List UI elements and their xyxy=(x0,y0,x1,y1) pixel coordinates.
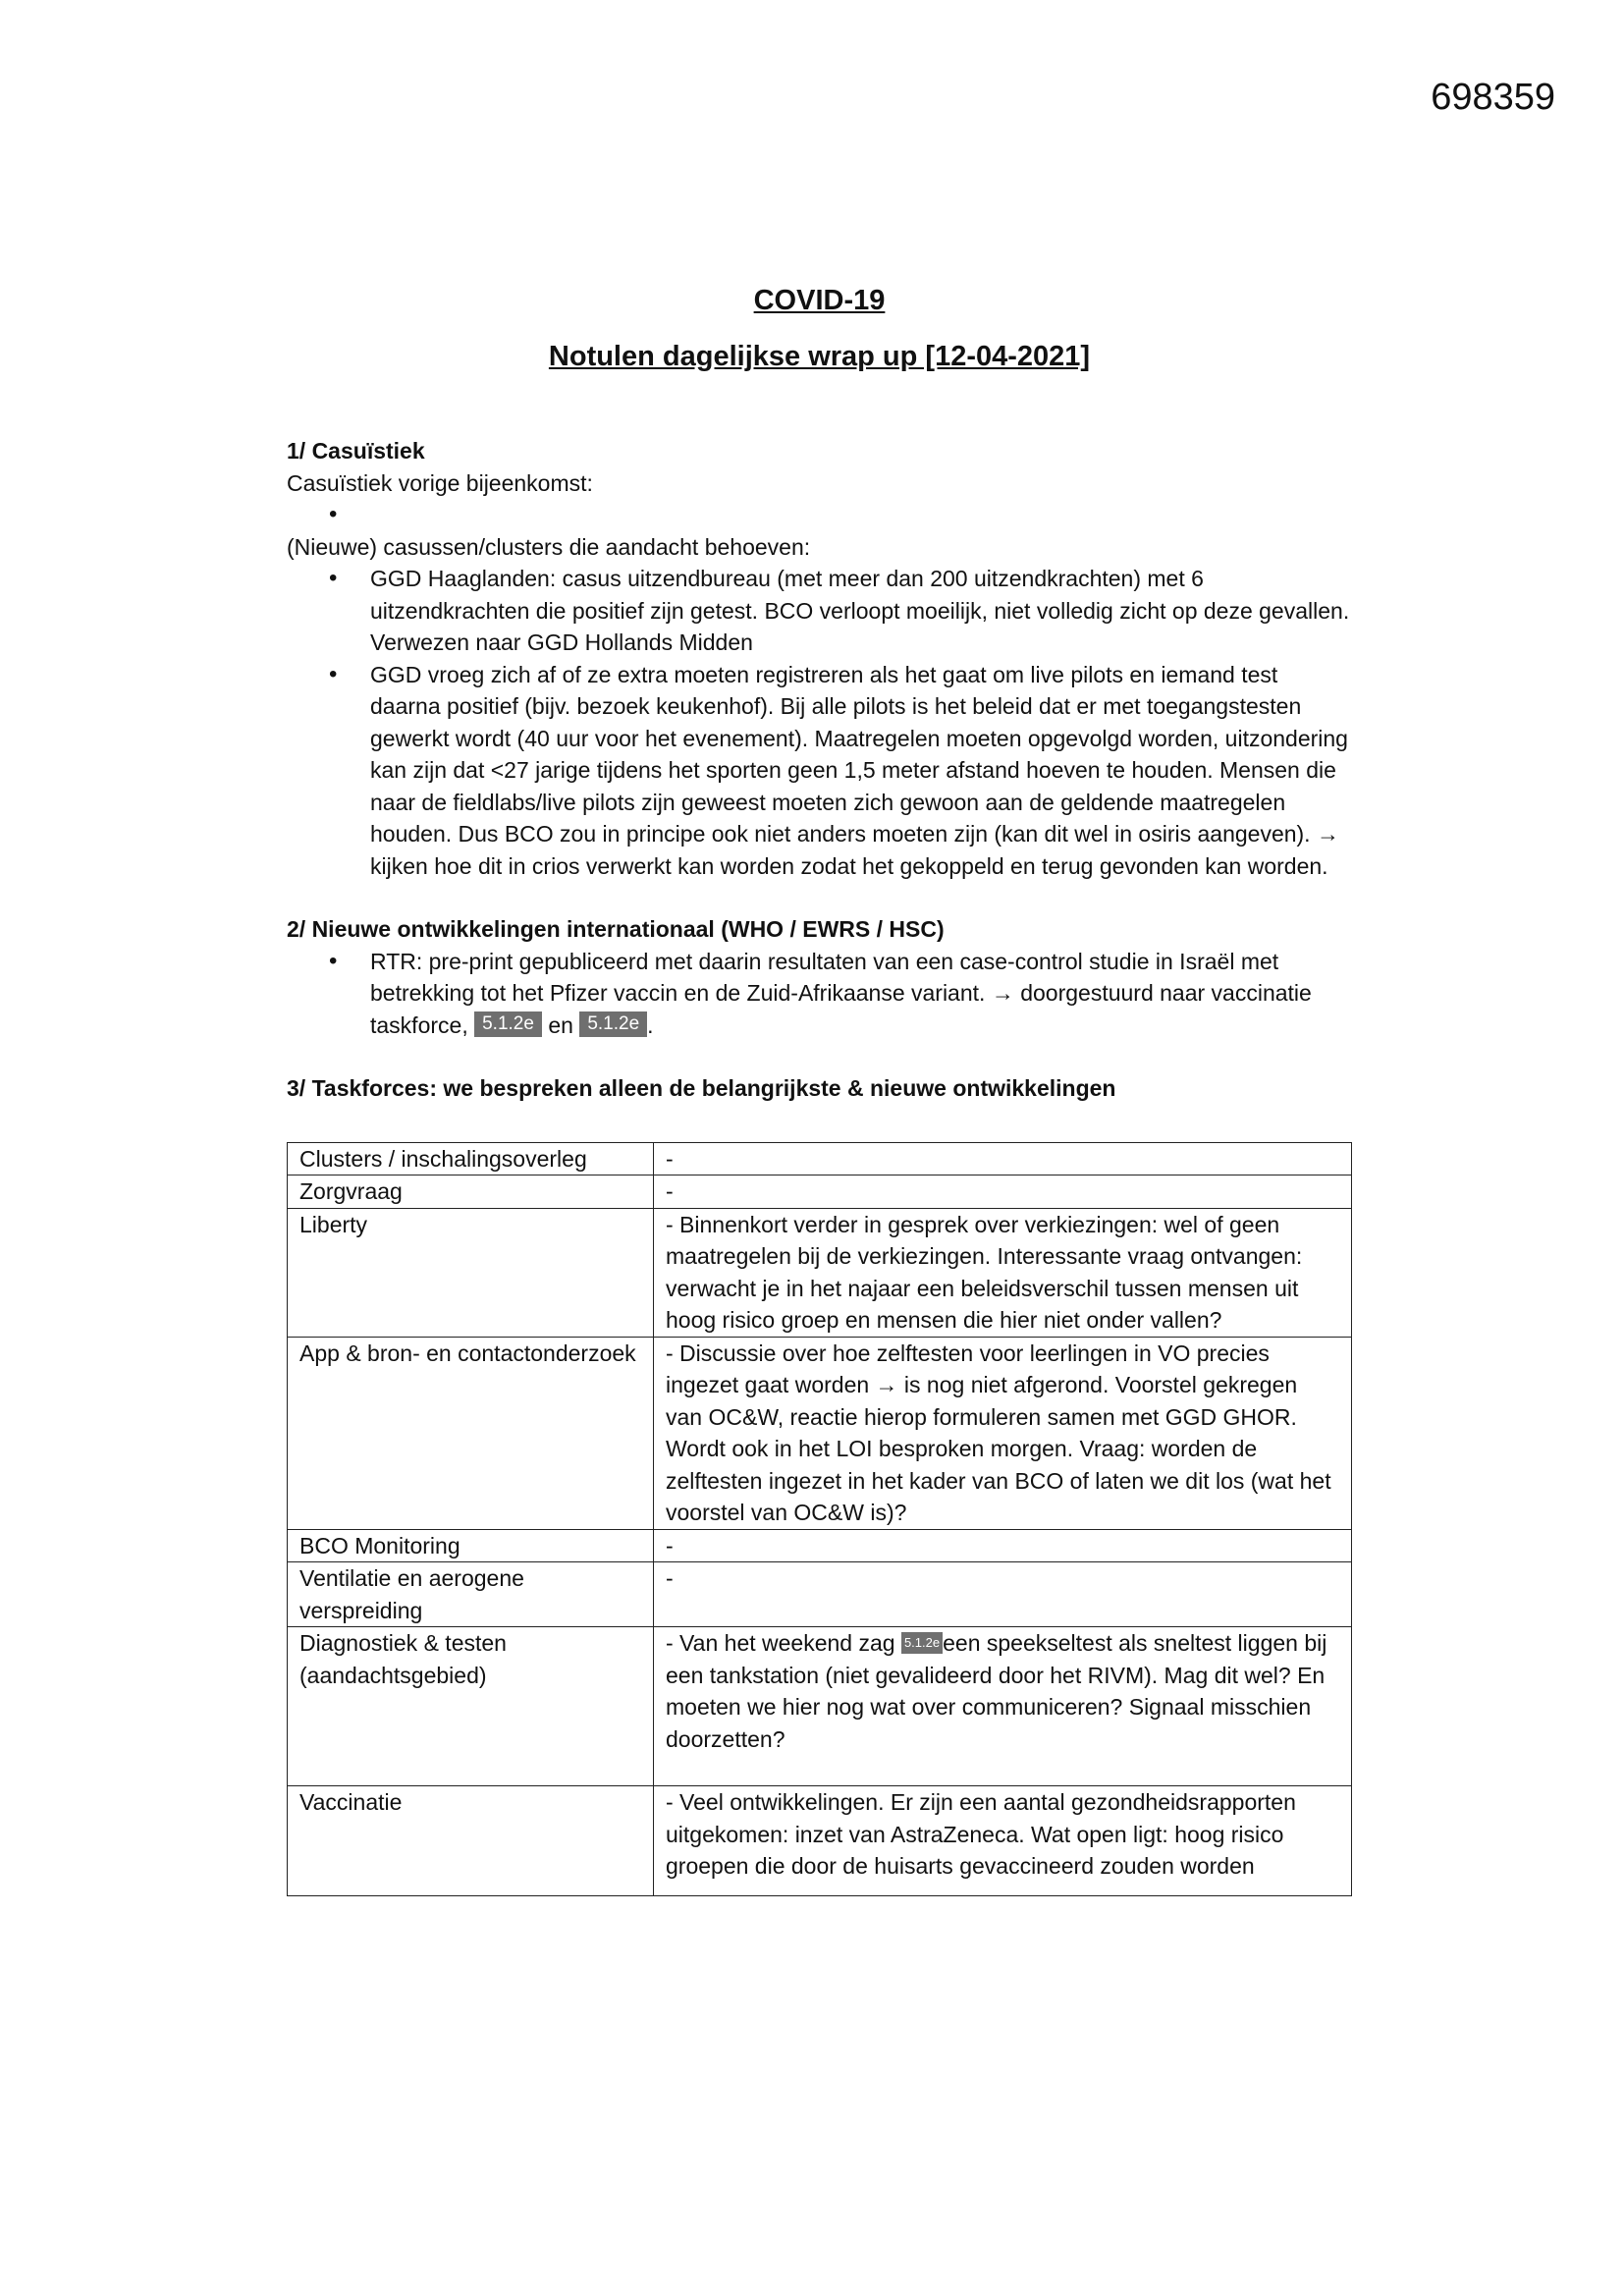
section1-prev-list xyxy=(287,499,1352,531)
table-row xyxy=(288,1562,1352,1627)
row-text: - Binnenkort verder in gesprek over verkiezingen: wel of geen maatregelen bij de verkiezingen. Interessante vraag ontvangen: verwacht je in het najaar een beleidsverschil tussen mensen uit hoog risico groep en mensen die hier niet onder vallen? xyxy=(654,1208,1352,1337)
section2-list xyxy=(287,946,1352,1042)
redaction-box: 5.1.2e xyxy=(474,1011,542,1037)
row-label: Diagnostiek & testen (aandachtsgebied) xyxy=(288,1627,654,1786)
empty-bullet xyxy=(370,499,1352,531)
row-label: App & bron- en contactonderzoek xyxy=(288,1337,654,1529)
section2-heading: 2/ Nieuwe ontwikkelingen internationaal (WHO / EWRS / HSC) xyxy=(287,916,945,942)
bullet-text: RTR: pre-print gepubliceerd met daarin resultaten van een case-control studie in Israël met betrekking tot het Pfizer vaccin en de Zuid-Afrikaanse variant. → doorgestuurd naar vaccinatie taskforce, xyxy=(370,948,1312,1038)
row-text-part: een speekseltest als sneltest liggen bij een tankstation (niet gevalideerd door het RIVM). Mag dit wel? En moeten we hier nog wat over communiceren? Signaal misschien doorzetten? xyxy=(666,1630,1327,1752)
page-subtitle: Notulen dagelijkse wrap up [12-04-2021] xyxy=(548,340,1091,372)
section1-new-label: (Nieuwe) casussen/clusters die aandacht behoeven: xyxy=(287,533,811,560)
section1-new-list xyxy=(287,563,1352,882)
row-text: - xyxy=(654,1562,1352,1627)
table-row xyxy=(288,1786,1352,1896)
row-text-part: - Van het weekend zag xyxy=(666,1630,895,1656)
document-id: 698359 xyxy=(1431,77,1555,118)
row-text: - xyxy=(654,1142,1352,1175)
list-item: • GGD Haaglanden: casus uitzendbureau (met meer dan 200 uitzendkrachten) met 6 uitzendkrachten die positief zijn getest. BCO verloopt moeilijk, niet volledig zicht op deze gevallen. Verwezen naar GGD Hollands Midden xyxy=(370,563,1352,659)
section3-heading: 3/ Taskforces: we bespreken alleen de belangrijkste & nieuwe ontwikkelingen xyxy=(287,1075,1116,1101)
list-item xyxy=(370,946,1352,1042)
section1-heading: 1/ Casuïstiek xyxy=(287,438,425,464)
row-text: - Veel ontwikkelingen. Er zijn een aantal gezondheidsrapporten uitgekomen: inzet van AstraZeneca. Wat open ligt: hoog risico groepen die door de huisarts gevaccineerd zouden worden xyxy=(654,1786,1352,1896)
table-row xyxy=(288,1337,1352,1529)
document-body xyxy=(287,285,1352,1896)
row-label: Liberty xyxy=(288,1208,654,1337)
bullet-text: . xyxy=(647,1011,654,1038)
table-row xyxy=(288,1208,1352,1337)
bullet-text: en xyxy=(548,1011,573,1038)
row-text: - xyxy=(654,1175,1352,1209)
row-text: - xyxy=(654,1529,1352,1562)
row-text xyxy=(654,1627,1352,1786)
section1-prev-label: Casuïstiek vorige bijeenkomst: xyxy=(287,469,593,496)
table-row xyxy=(288,1175,1352,1209)
table-row xyxy=(288,1529,1352,1562)
table-row xyxy=(288,1627,1352,1786)
list-item: • GGD vroeg zich af of ze extra moeten registreren als het gaat om live pilots en iemand test daarna positief (bijv. bezoek keukenhof). Bij alle pilots is het beleid dat er met toegangstesten gewerkt wordt (40 uur voor het evenement). Maatregelen moeten opgevolgd worden, uitzondering kan zijn dat <27 jarige tijdens het sporten geen 1,5 meter afstand hoeven te houden. Mensen die naar de fieldlabs/live pilots zijn geweest moeten zich gewoon aan de geldende maatregelen houden. Dus BCO zou in principe ook niet anders moeten zijn (kan dit wel in osiris aangeven). → kijken hoe dit in crios verwerkt kan worden zodat het gekoppeld en terug gevonden kan worden. xyxy=(370,659,1352,883)
row-label: Clusters / inschalingsoverleg xyxy=(288,1142,654,1175)
page-title: COVID-19 xyxy=(753,285,886,316)
taskforce-table xyxy=(287,1142,1352,1897)
redaction-box: 5.1.2e xyxy=(901,1632,943,1654)
row-text: - Discussie over hoe zelftesten voor leerlingen in VO precies ingezet gaat worden → is nog niet afgerond. Voorstel gekregen van OC&W, reactie hierop formuleren samen met GGD GHOR. Wordt ook in het LOI besproken morgen. Vraag: worden de zelftesten ingezet in het kader van BCO of laten we dit los (wat het voorstel van OC&W is)? xyxy=(654,1337,1352,1529)
row-label: Ventilatie en aerogene verspreiding xyxy=(288,1562,654,1627)
redaction-box: 5.1.2e xyxy=(579,1011,647,1037)
row-label: Vaccinatie xyxy=(288,1786,654,1896)
row-label: Zorgvraag xyxy=(288,1175,654,1209)
row-label: BCO Monitoring xyxy=(288,1529,654,1562)
table-row xyxy=(288,1142,1352,1175)
